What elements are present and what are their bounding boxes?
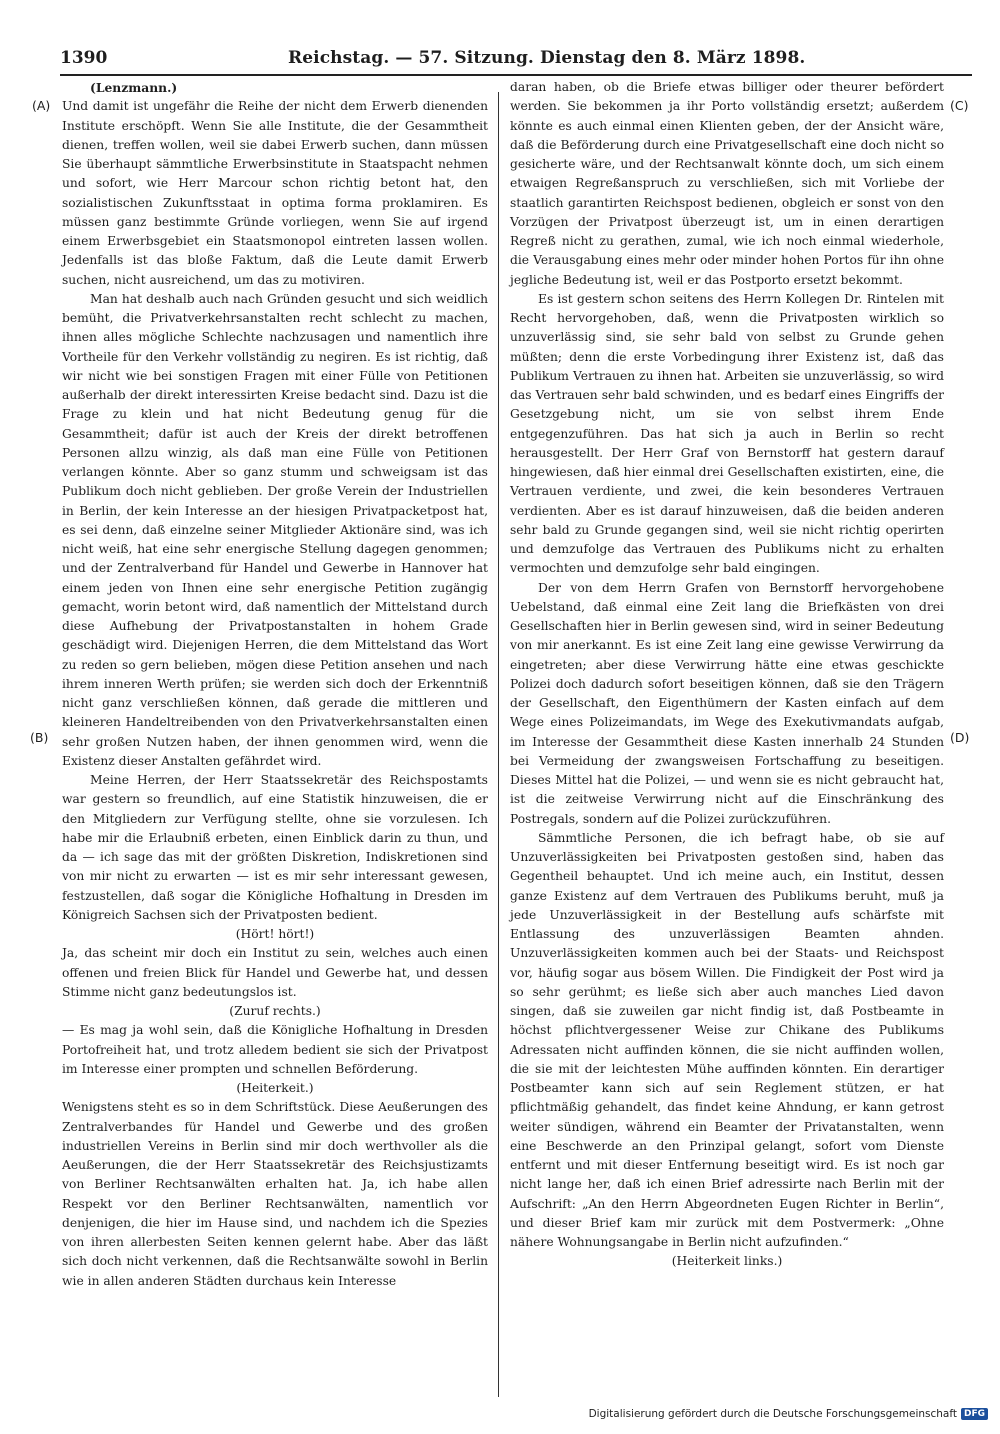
- dfg-logo-icon: DFG: [961, 1408, 988, 1420]
- paragraph: daran haben, ob die Briefe etwas billiger oder theurer befördert werden. Sie bekommen ja ihr Porto vollständig ersetzt; außerdem könnte es auch einmal einen Klienten geben, der der Ansicht wäre, daß die Beförderung durch eine Privatgesellschaft eine doch nicht so gesicherte wäre, und der Rechtsanwalt könnte doch, um sich einem etwaigen Regreßanspruch zu verschließen, sich mit Vorliebe der staatlich garantirten Reichspost bedienen, obgleich er sonst von den Vorzügen der Privatpost überzeugt ist, um in einen derartigen Regreß nicht zu gerathen, zumal, wie ich noch einmal wiederhole, die Verausgabung eines mehr oder minder hohen Portos für ihn ohne jegliche Bedeutung ist, weil er das Postporto ersetzt bekommt.: [510, 80, 944, 287]
- interjection: (Heiterkeit.): [236, 1081, 314, 1095]
- margin-marker-a: (A): [32, 98, 51, 113]
- paragraph: Sämmtliche Personen, die ich befragt habe, ob sie auf Unzuverlässigkeiten bei Privatposten gestoßen sind, haben das Gegentheil behauptet. Und ich meine auch, ein Institut, dessen ganze Existenz auf dem Vertrauen des Publikums beruht, muß ja jede Unzuverlässigkeit in der Bestellung aufs schärfste mit Entlassung des unzuverlässigen Beamten ahnden. Unzuverlässigkeiten kommen auch bei der Staats- und Reichspost vor, häufig sogar aus bösem Willen. Die Findigkeit der Post wird ja so sehr gerühmt; es ließe sich aber auch manches Lied davon singen, daß sie zuweilen gar nicht findig ist, daß Postbeamte in höchst pflichtvergessener Weise zur Chikane des Publikums Adressaten nicht auffinden können, die sie nicht auffinden wollen, die sie mit der leichtesten Mühe auffinden könnten. Ein derartiger Postbeamter kann sich auf sein Reglement stützen, er hat pflichtmäßig gehandelt, das findet keine Ahndung, er kann getrost weiter sündigen, während ein Beamter der Privatanstalten, wenn eine Beschwerde an den Prinzipal gelangt, sofort vom Dienste entfernt und mit dieser Entfernung beseitigt wird. Es ist noch gar nicht lange her, daß ich einen Brief adressirte nach Berlin mit der Aufschrift: „An den Herrn Abgeordneten Eugen Richter in Berlin“, und dieser Brief kam mir zurück mit dem Postvermerk: „Ohne nähere Wohnungsangabe in Berlin nicht aufzufinden.“: [510, 830, 944, 1249]
- page-header: [60, 46, 972, 76]
- speaker-name: (Lenzmann.): [90, 80, 178, 95]
- footer-credit-text: Digitalisierung gefördert durch die Deutsche Forschungsgemeinschaft: [588, 1408, 957, 1420]
- right-column: [510, 78, 944, 1272]
- paragraph: Wenigstens steht es so in dem Schriftstück. Diese Aeußerungen des Zentralverbandes für Handel und Gewerbe und des großen industriellen Vereins in Berlin sind mir doch werthvoller als die Aeußerungen, die der Herr Staatssekretär des Reichsjustizamts von Berliner Rechtsanwälten erhalten hat. Ja, ich habe allen Respekt vor den Berliner Rechtsanwälten, namentlich vor denjenigen, die hier im Hause sind, und nachdem ich die Spezies von ihren allerbesten Seiten kennen gelernt habe. Aber das läßt sich doch nicht verkennen, daß die Rechtsanwälte sowohl in Berlin wie in allen anderen Städten durchaus kein Interesse: [62, 1100, 488, 1288]
- margin-marker-d: (D): [950, 730, 970, 745]
- paragraph: Der von dem Herrn Grafen von Bernstorff hervorgehobene Uebelstand, daß einmal eine Zeit lang die Briefkästen von drei Gesellschaften hier in Berlin gewesen sind, wird in seiner Bedeutung von mir anerkannt. Es ist eine Zeit lang eine gewisse Verwirrung da eingetreten; aber diese Verwirrung hätte eine etwas geschickte Polizei doch dadurch sofort beseitigen können, daß sie den Trägern der Gesellschaft, den Eigenthümern der Kasten einfach auf dem Wege eines Polizeimandats, im Wege des Exekutivmandats aufgab, im Interesse der Gesammtheit diese Kasten innerhalb 24 Stunden bei Vermeidung der zwangsweisen Fortschaffung zu beseitigen. Dieses Mittel hat die Polizei, — und wenn sie es nicht gebraucht hat, ist die zeitweise Verwirrung nicht auf die Einschränkung des Postregals, sondern auf die Polizei zurückzuführen.: [510, 580, 944, 826]
- paragraph: Ja, das scheint mir doch ein Institut zu sein, welches auch einen offenen und freien Blick für Handel und Gewerbe hat, und dessen Stimme nicht ganz bedeutungslos ist.: [62, 946, 488, 999]
- interjection: (Zuruf rechts.): [229, 1004, 321, 1018]
- footer-credit: [589, 1408, 988, 1420]
- paragraph: Es ist gestern schon seitens des Herrn Kollegen Dr. Rintelen mit Recht hervorgehoben, daß, wenn die Privatposten wirklich so unzuverlässig sind, sie sehr bald von selbst zu Grunde gehen müßten; denn die erste Vorbedingung ihrer Existenz ist, daß das Publikum Vertrauen zu ihnen hat. Arbeiten sie unzuverlässig, so wird das Vertrauen sehr bald schwinden, und es bedarf eines Eingriffs der Gesetzgebung nicht, um sie von selbst ihrem Ende entgegenzuführen. Das hat sich ja auch in Berlin so recht herausgestellt. Der Herr Graf von Bernstorff hat gestern darauf hingewiesen, daß hier einmal drei Gesellschaften existirten, eine, die Vertrauen verdiente, und zwei, die kein besonderes Vertrauen verdienten. Aber es ist darauf hinzuweisen, daß die beiden anderen sehr bald zu Grunde gegangen sind, weil sie nicht richtig operirten und demzufolge das Vertrauen des Publikums nicht zu erhalten vermochten und demzufolge sehr bald eingingen.: [510, 291, 944, 576]
- left-column: [62, 78, 488, 1291]
- paragraph: Meine Herren, der Herr Staatssekretär des Reichspostamts war gestern so freundlich, auf eine Statistik hinzuweisen, die er den Mitgliedern zur Verfügung stellte, ohne sie vorzulesen. Ich habe mir die Erlaubniß erbeten, einen Einblick darin zu thun, und da — ich sage das mit der größten Diskretion, Indiskretionen sind von mir nicht zu erwarten — ist es mir sehr interessant gewesen, festzustellen, daß sogar die Königliche Hofhaltung in Dresden im Königreich Sachsen sich der Privatposten bedient.: [62, 773, 488, 922]
- margin-marker-b: (B): [30, 730, 49, 745]
- paragraph: Und damit ist ungefähr die Reihe der nicht dem Erwerb dienenden Institute erschöpft. Wenn Sie alle Institute, die der Gesammtheit dienen, treffen wollen, weil sie dabei Erwerb suchen, dann müssen Sie überhaupt sämmtliche Erwerbsinstitute in Staatspacht nehmen und sofort, wie Herr Marcour schon richtig betont hat, den sozialistischen Zukunftsstaat in optima forma proklamiren. Es müssen ganz bestimmte Gründe vorliegen, wenn Sie auf irgend einem Erwerbsgebiet ein Staatsmonopol eintreten lassen wollen. Jedenfalls ist das bloße Faktum, daß die Leute damit Erwerb suchen, nicht ausreichend, um das zu motiviren.: [62, 99, 488, 287]
- interjection: (Heiterkeit links.): [671, 1254, 783, 1269]
- page-number: 1390: [60, 48, 108, 68]
- margin-marker-c: (C): [950, 98, 969, 113]
- column-divider: [498, 92, 499, 1397]
- interjection: (Hört! hört!): [235, 927, 315, 941]
- paragraph: — Es mag ja wohl sein, daß die Königliche Hofhaltung in Dresden Portofreiheit hat, und trotz alledem bedient sie sich der Privatpost im Interesse einer prompten und schnellen Beförderung.: [62, 1023, 488, 1076]
- page-title: Reichstag. — 57. Sitzung. Dienstag den 8. März 1898.: [288, 48, 806, 68]
- paragraph: Man hat deshalb auch nach Gründen gesucht und sich weidlich bemüht, die Privatverkehrsanstalten recht schlecht zu machen, ihnen alles mögliche Schlechte nachzusagen und namentlich ihre Vortheile für den Verkehr vollständig zu negiren. Es ist richtig, daß wir nicht wie bei sonstigen Fragen mit einer Fülle von Petitionen außerhalb der direkt interessirten Kreise bedacht sind. Dazu ist die Frage zu klein und hat nicht Bedeutung genug für die Gesammtheit; dafür ist auch der Kreis der direkt betroffenen Personen allzu winzig, als daß man eine Fülle von Petitionen verlangen könnte. Aber so ganz stumm und schweigsam ist das Publikum doch nicht geblieben. Der große Verein der Industriellen in Berlin, der kein Interesse an der hiesigen Privatpacketpost hat, es sei denn, daß einzelne seiner Mitglieder Aktionäre sind, was ich nicht weiß, hat eine sehr energische Stellung dagegen genommen; und der Zentralverband für Handel und Gewerbe in Hannover hat einem jeden von Ihnen eine sehr energische Petition zugängig gemacht, worin betont wird, daß namentlich der Mittelstand durch diese Aufhebung der Privatpostanstalten in hohem Grade geschädigt wird. Diejenigen Herren, die dem Mittelstand das Wort zu reden so gern belieben, mögen diese Petition ansehen und nach ihrem inneren Werth prüfen; sie werden sich doch der Erkenntniß nicht ganz verschließen können, daß gerade die mittleren und kleineren Handeltreibenden von den Privatverkehrsanstalten einen sehr großen Nutzen haben, der ihnen genommen wird, wenn die Existenz dieser Anstalten gefährdet wird.: [62, 291, 488, 768]
